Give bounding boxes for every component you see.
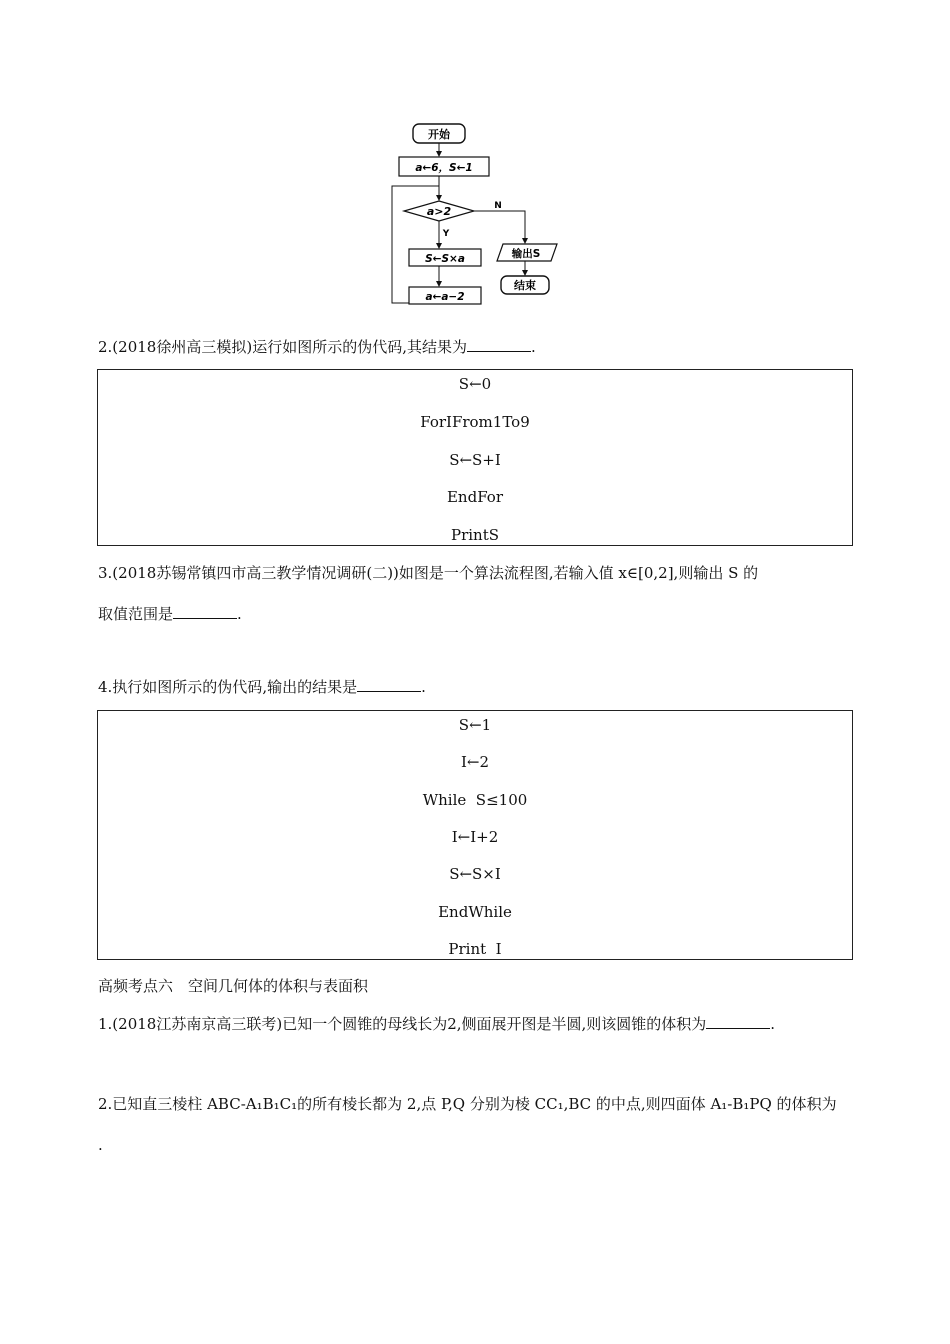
pseudocode-box-1 (97, 369, 853, 546)
pseudocode-box-2 (97, 710, 853, 960)
answer-blank (467, 337, 531, 352)
end-label: 结束 (514, 279, 536, 292)
question-2-text: 2.(2018徐州高三模拟)运行如图所示的伪代码,其结果为 (98, 338, 467, 356)
step1-label: S←S×a (425, 253, 465, 265)
section6-question-2: 2.已知直三棱柱 ABC-A₁B₁C₁的所有棱长都为 2,点 P,Q 分别为棱 CC₁,BC 的中点,则四面体 A₁-B₁PQ 的体积为 (98, 1095, 837, 1113)
question-3-line2 (98, 604, 242, 624)
code-line: EndWhile (438, 903, 512, 921)
question-2 (98, 337, 536, 357)
section6-question-1-text: 1.(2018江苏南京高三联考)已知一个圆锥的母线长为2,侧面展开图是半圆,则该圆锥的体积为 (98, 1015, 707, 1033)
algorithm-flowchart (360, 118, 580, 318)
question-3-tail: . (237, 605, 242, 623)
code-line: EndFor (446, 488, 503, 506)
section6-question-1-tail: . (770, 1015, 776, 1033)
code-line: While S≤100 (422, 791, 528, 809)
code-line: S←S×I (449, 865, 501, 883)
code-line: PrintS (450, 526, 500, 544)
code-line: I←2 (460, 753, 490, 771)
code-line: I←I+2 (451, 828, 499, 846)
question-4-tail: . (421, 678, 426, 696)
answer-blank (706, 1014, 770, 1029)
code-line: S←S+I (449, 451, 501, 469)
code-line: Print I (448, 940, 502, 958)
section6-question-2-tail: . (98, 1136, 103, 1154)
condition-label: a>2 (426, 205, 452, 218)
question-4-text: 4.执行如图所示的伪代码,输出的结果是 (98, 678, 358, 696)
output-label: 输出S (511, 248, 541, 260)
init-label: a←6，S←1 (415, 162, 473, 174)
question-2-tail: . (530, 338, 536, 356)
section6-question-1 (98, 1014, 775, 1034)
code-line: S←1 (458, 716, 492, 734)
start-label: 开始 (428, 128, 450, 141)
no-label: N (494, 201, 502, 211)
code-line: ForIFrom1To9 (420, 413, 530, 431)
answer-blank (357, 677, 421, 692)
answer-blank (173, 604, 237, 619)
question-4 (98, 677, 426, 697)
step2-label: a←a−2 (425, 291, 465, 303)
code-line: S←0 (458, 375, 492, 393)
question-3-line1: 3.(2018苏锡常镇四市高三教学情况调研(二))如图是一个算法流程图,若输入值 x∈[0,2],则输出 S 的 (98, 564, 759, 582)
question-3-text: 取值范围是 (98, 605, 174, 623)
yes-label: Y (442, 229, 450, 239)
section-title: 高频考点六 空间几何体的体积与表面积 (98, 977, 369, 995)
